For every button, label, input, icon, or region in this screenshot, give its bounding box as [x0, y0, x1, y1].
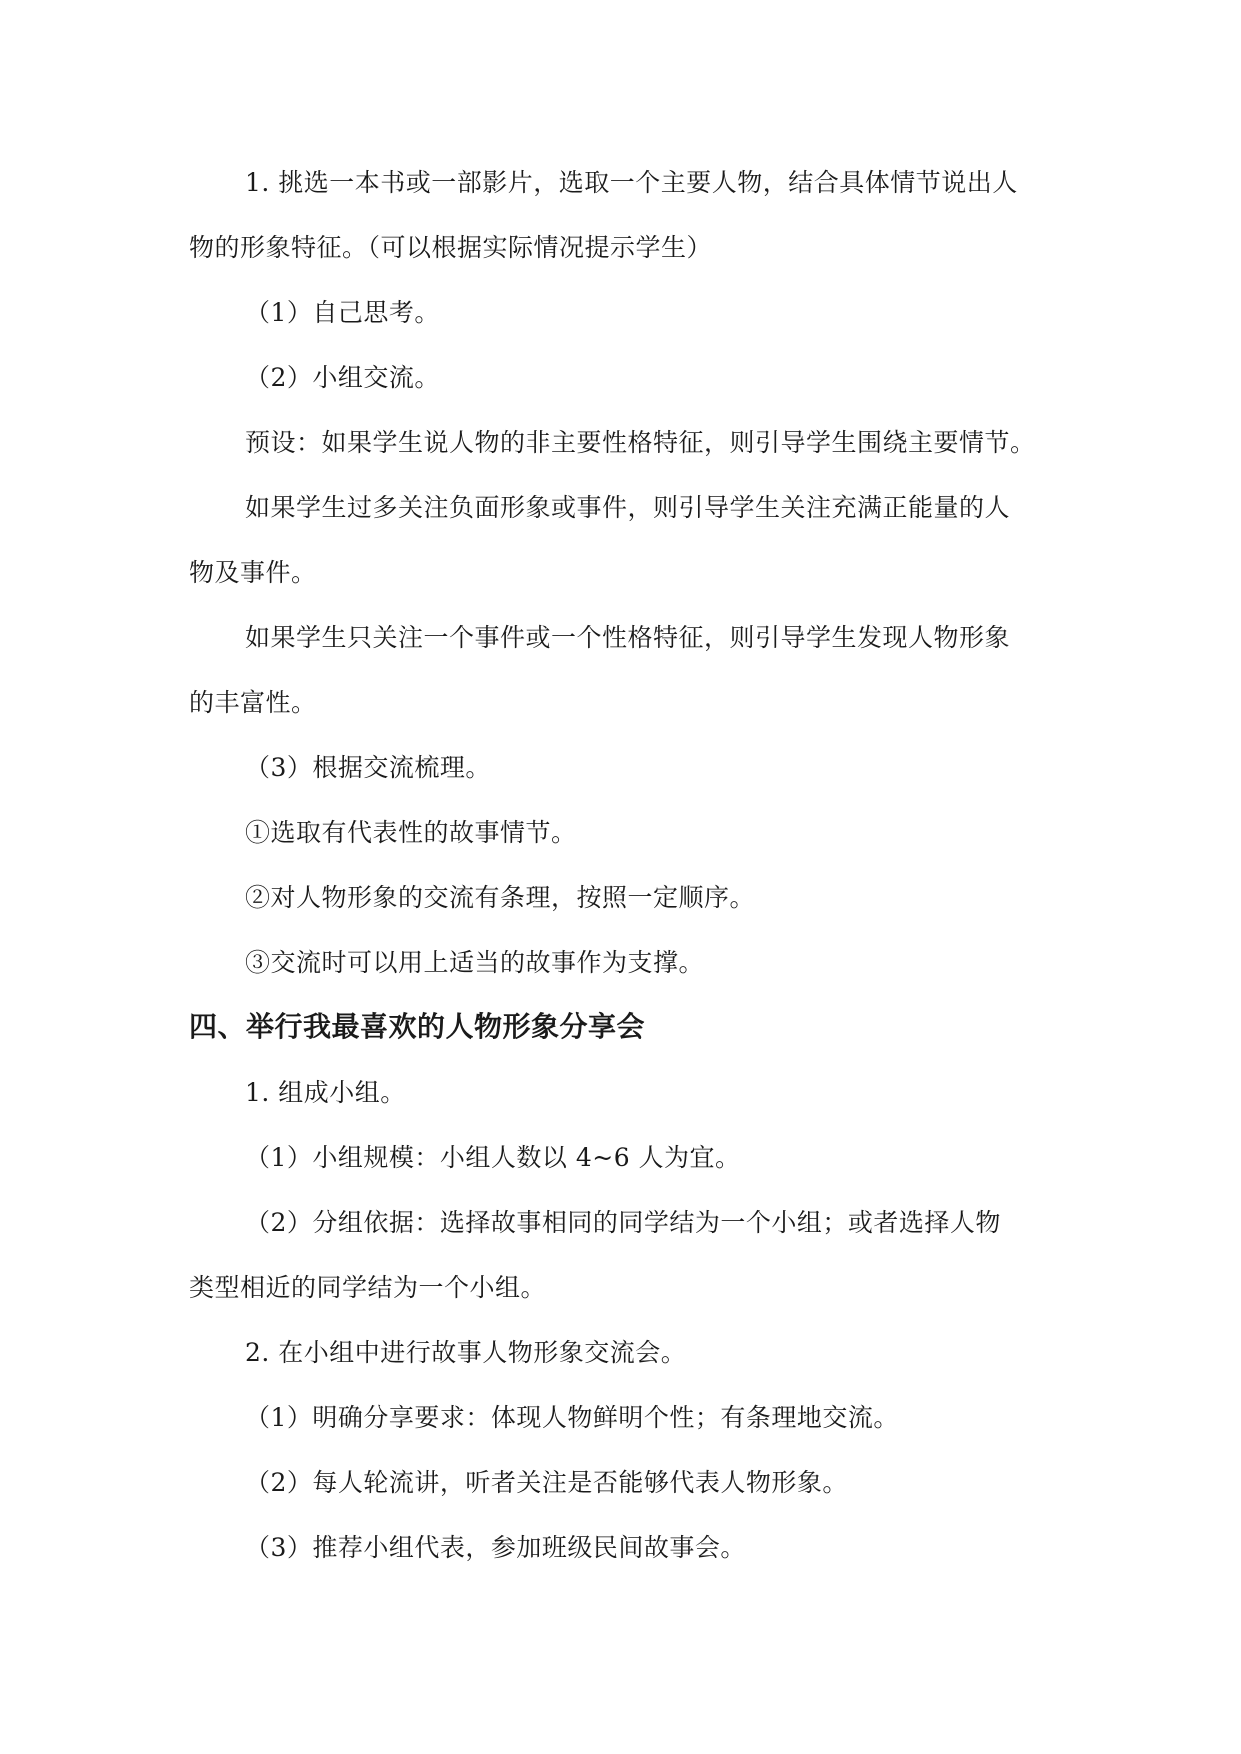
section4-item2-sub1: （1）明确分享要求：体现人物鲜明个性；有条理地交流。	[245, 1403, 899, 1432]
step-2: （2）小组交流。	[245, 363, 440, 392]
point-2: ②对人物形象的交流有条理，按照一定顺序。	[245, 883, 756, 912]
case2-line1: 如果学生过多关注负面形象或事件，则引导学生关注充满正能量的人	[245, 493, 1011, 522]
case3-line2: 的丰富性。	[189, 688, 317, 717]
point-1: ①选取有代表性的故事情节。	[245, 818, 577, 847]
item1-line1: 1. 挑选一本书或一部影片，选取一个主要人物，结合具体情节说出人	[245, 168, 1018, 197]
preset-line: 预设：如果学生说人物的非主要性格特征，则引导学生围绕主要情节。	[245, 428, 1036, 457]
section4-item1: 1. 组成小组。	[245, 1078, 406, 1107]
case2-line2: 物及事件。	[189, 558, 317, 587]
section4-item1-sub1: （1）小组规模：小组人数以 4~6 人为宜。	[245, 1143, 741, 1172]
point-3: ③交流时可以用上适当的故事作为支撑。	[245, 948, 705, 977]
section4-item1-sub2-line1: （2）分组依据：选择故事相同的同学结为一个小组；或者选择人物	[245, 1208, 1001, 1237]
section4-item1-sub2-line2: 类型相近的同学结为一个小组。	[189, 1273, 547, 1302]
section4-item2-sub3: （3）推荐小组代表，参加班级民间故事会。	[245, 1533, 746, 1562]
section4-item2: 2. 在小组中进行故事人物形象交流会。	[245, 1338, 687, 1367]
step-3: （3）根据交流梳理。	[245, 753, 491, 782]
step-1: （1）自己思考。	[245, 298, 440, 327]
case3-line1: 如果学生只关注一个事件或一个性格特征，则引导学生发现人物形象	[245, 623, 1011, 652]
item1-line2: 物的形象特征。（可以根据实际情况提示学生）	[189, 233, 713, 262]
section-4-heading: 四、举行我最喜欢的人物形象分享会	[189, 1010, 646, 1043]
section4-item2-sub2: （2）每人轮流讲，听者关注是否能够代表人物形象。	[245, 1468, 848, 1497]
